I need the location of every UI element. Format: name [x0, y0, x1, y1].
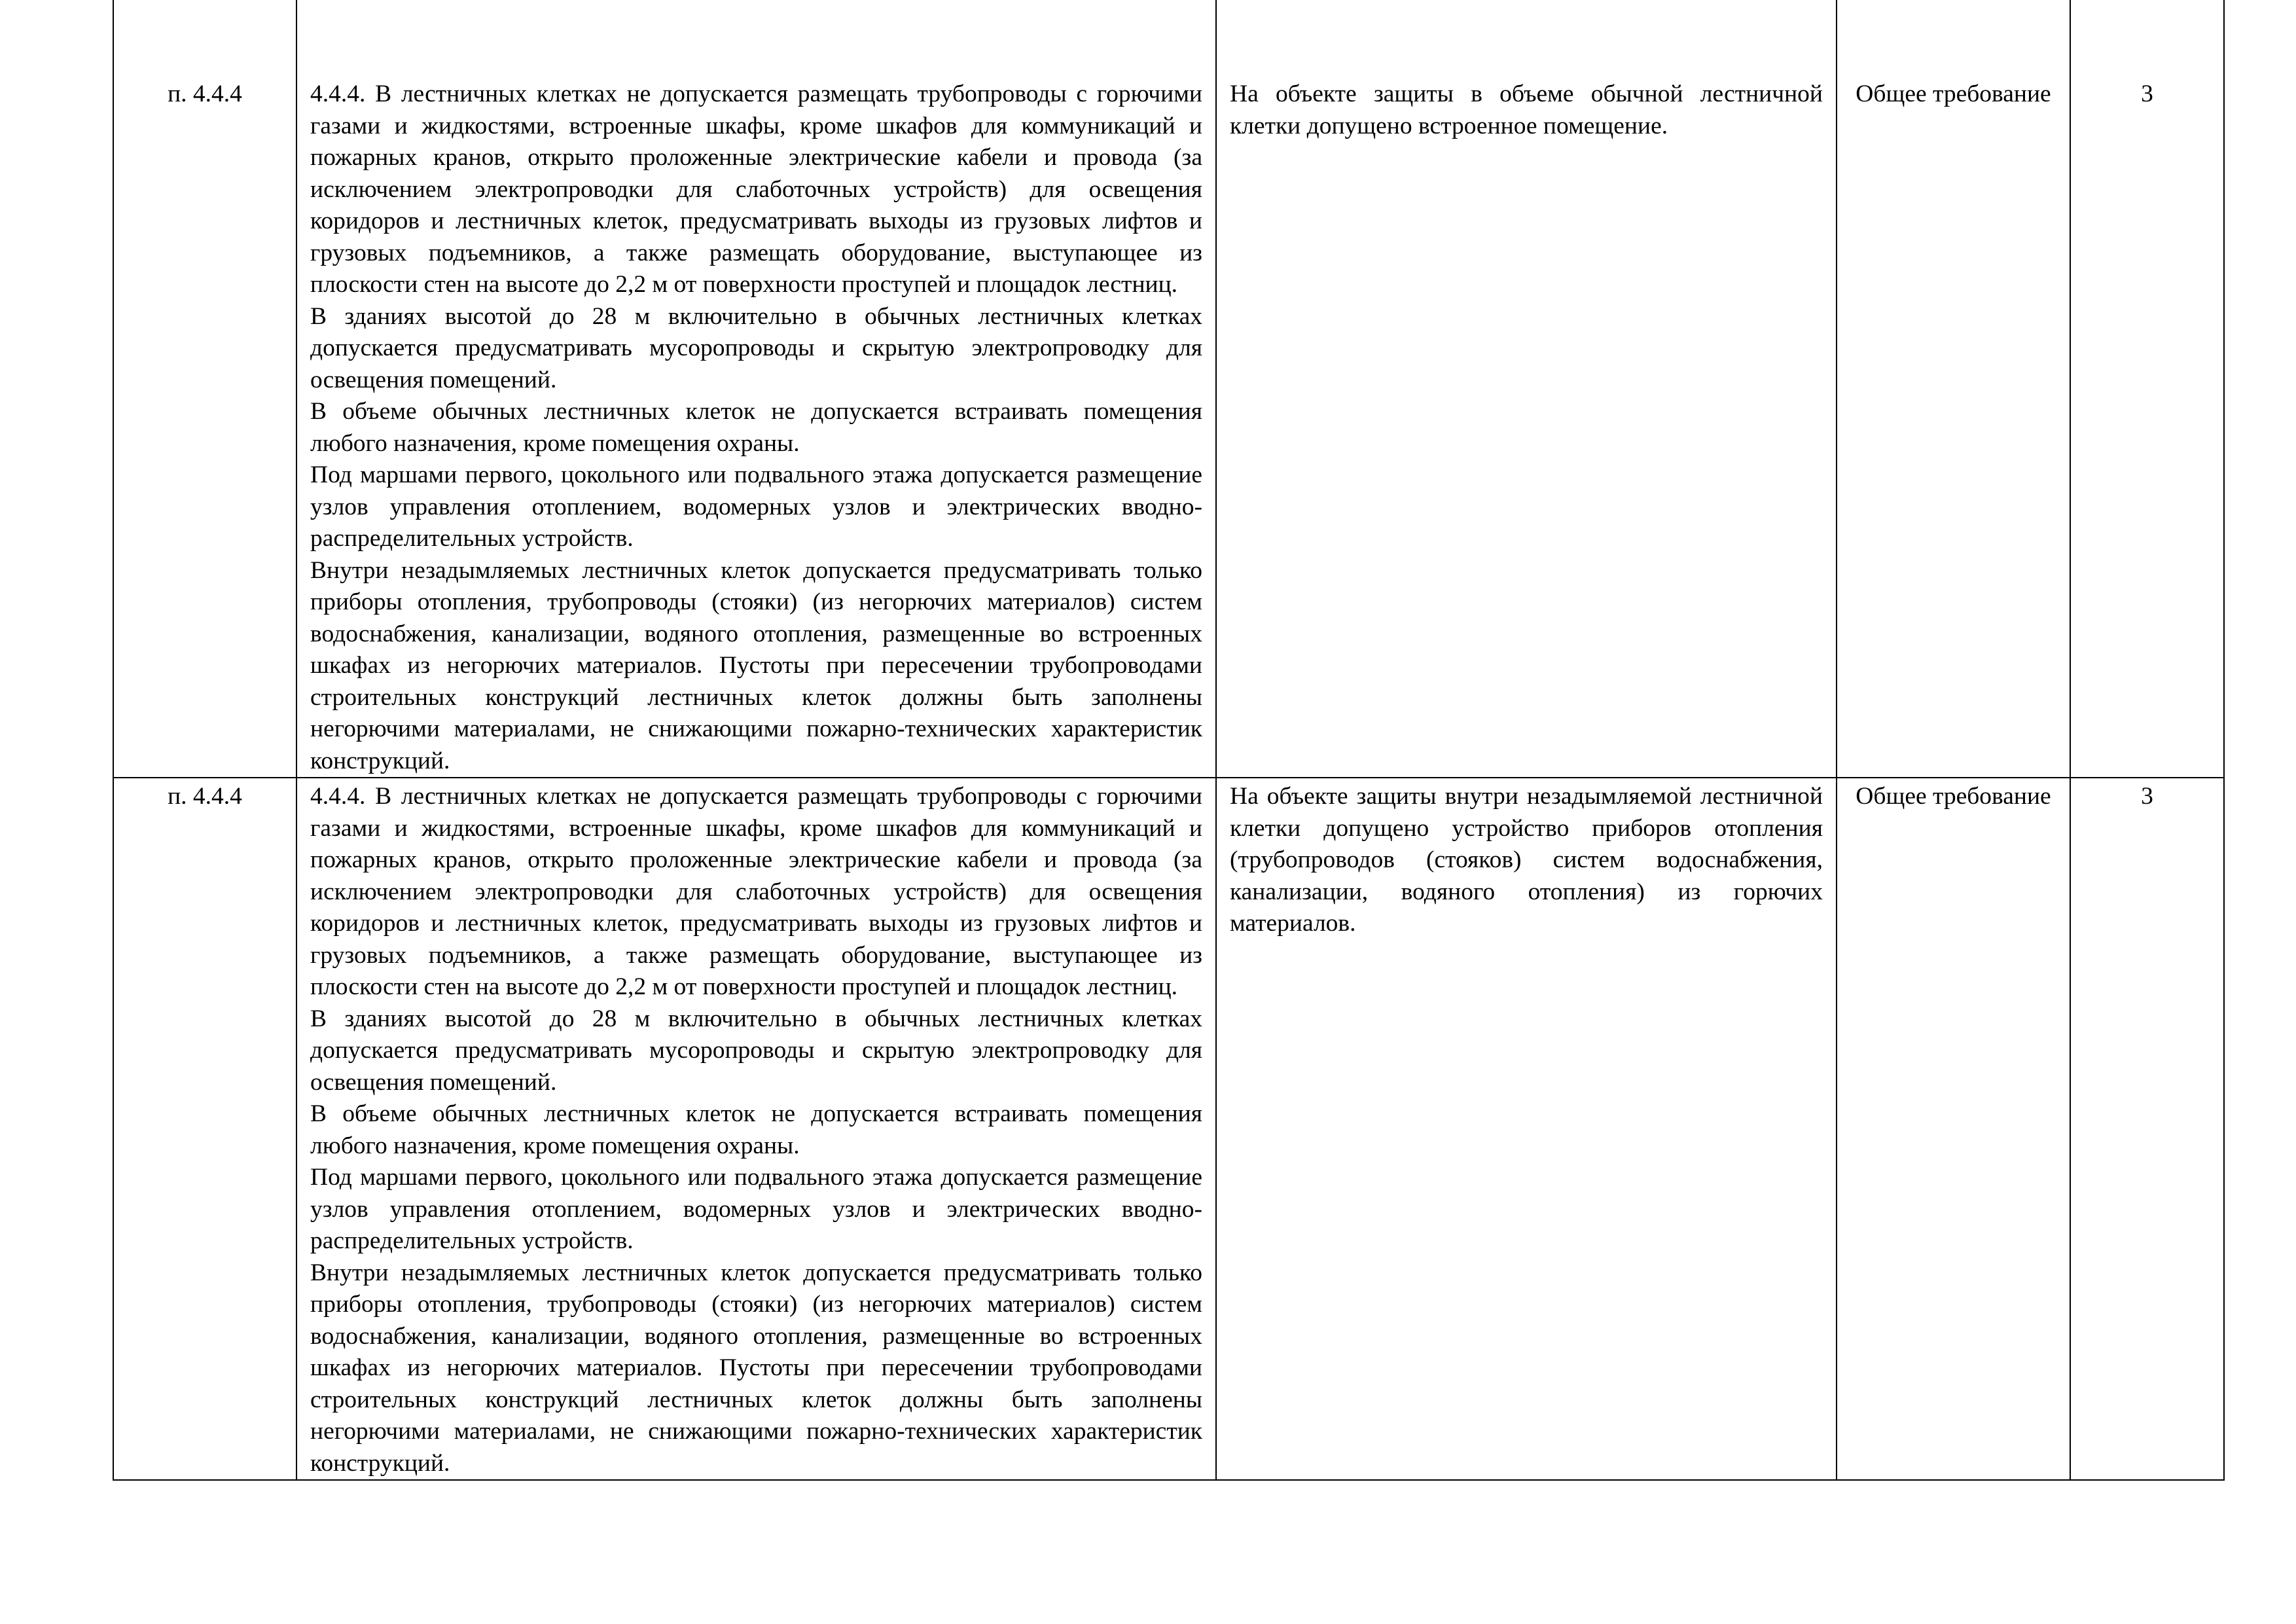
finding-text: На объекте защиты в объеме обычной лестничной клетки допущено встроенное помещение. [1230, 81, 1823, 139]
requirement-paragraph: В зданиях высотой до 28 м включительно в обычных лестничных клетках допускается предусматривать мусоропроводы и скрытую электропроводку для освещения помещений. [310, 1005, 1202, 1096]
requirement-paragraph: Под маршами первого, цокольного или подвального этажа допускается размещение узлов управления отоплением, водомерных узлов и электрических вводно-распределительных устройств. [310, 1164, 1202, 1254]
ref-cell [113, 778, 296, 1480]
requirement-paragraph: Внутри незадымляемых лестничных клеток допускается предусматривать только приборы отопления, трубопроводы (стояки) (из негорючих материалов) систем водоснабжения, канализации, водяного отопления, размещенные во встроенных шкафах из негорючих материалов. Пустоты при пересечении трубопроводами строительных конструкций лестничных клеток должны быть заполнены негорючими материалами, не снижающими пожарно-технических характеристик конструкций. [310, 1259, 1202, 1477]
finding-cell [1216, 0, 1837, 778]
number-text: 3 [2141, 81, 2153, 107]
table-row [113, 0, 2224, 778]
ref-cell [113, 0, 296, 778]
requirement-cell [296, 0, 1216, 778]
requirement-paragraph: Внутри незадымляемых лестничных клеток допускается предусматривать только приборы отопления, трубопроводы (стояки) (из негорючих материалов) систем водоснабжения, канализации, водяного отопления, размещенные во встроенных шкафах из негорючих материалов. Пустоты при пересечении трубопроводами строительных конструкций лестничных клеток должны быть заполнены негорючими материалами, не снижающими пожарно-технических характеристик конструкций. [310, 556, 1202, 774]
requirements-table [113, 0, 2225, 1481]
requirement-cell [296, 778, 1216, 1480]
requirement-paragraph: В объеме обычных лестничных клеток не допускается встраивать помещения любого назначения, кроме помещения охраны. [310, 398, 1202, 457]
type-text: Общее требование [1856, 81, 2051, 107]
finding-cell [1216, 778, 1837, 1480]
requirement-paragraph: В зданиях высотой до 28 м включительно в обычных лестничных клетках допускается предусматривать мусоропроводы и скрытую электропроводку для освещения помещений. [310, 302, 1202, 393]
type-cell [1837, 0, 2070, 778]
number-text: 3 [2141, 783, 2153, 810]
ref-text: п. 4.4.4 [168, 81, 242, 107]
requirement-paragraph: Под маршами первого, цокольного или подвального этажа допускается размещение узлов управления отоплением, водомерных узлов и электрических вводно-распределительных устройств. [310, 461, 1202, 552]
type-text: Общее требование [1856, 783, 2051, 810]
requirement-paragraph: 4.4.4. В лестничных клетках не допускается размещать трубопроводы с горючими газами и жидкостями, встроенные шкафы, кроме шкафов для коммуникаций и пожарных кранов, открыто проложенные электрические кабели и провода (за исключением электропроводки для слаботочных устройств) для освещения коридоров и лестничных клеток, предусматривать выходы из грузовых лифтов и грузовых подъемников, а также размещать оборудование, выступающее из плоскости стен на высоте до 2,2 м от поверхности проступей и площадок лестниц. [310, 81, 1202, 298]
ref-text: п. 4.4.4 [168, 783, 242, 810]
number-cell [2070, 778, 2224, 1480]
number-cell [2070, 0, 2224, 778]
requirement-paragraph: В объеме обычных лестничных клеток не допускается встраивать помещения любого назначения, кроме помещения охраны. [310, 1100, 1202, 1159]
type-cell [1837, 778, 2070, 1480]
finding-text: На объекте защиты внутри незадымляемой лестничной клетки допущено устройство приборов отопления (трубопроводов (стояков) систем водоснабжения, канализации, водяного отопления) из горючих материалов. [1230, 783, 1823, 937]
table-row [113, 778, 2224, 1480]
requirement-paragraph: 4.4.4. В лестничных клетках не допускается размещать трубопроводы с горючими газами и жидкостями, встроенные шкафы, кроме шкафов для коммуникаций и пожарных кранов, открыто проложенные электрические кабели и провода (за исключением электропроводки для слаботочных устройств) для освещения коридоров и лестничных клеток, предусматривать выходы из грузовых лифтов и грузовых подъемников, а также размещать оборудование, выступающее из плоскости стен на высоте до 2,2 м от поверхности проступей и площадок лестниц. [310, 783, 1202, 1000]
